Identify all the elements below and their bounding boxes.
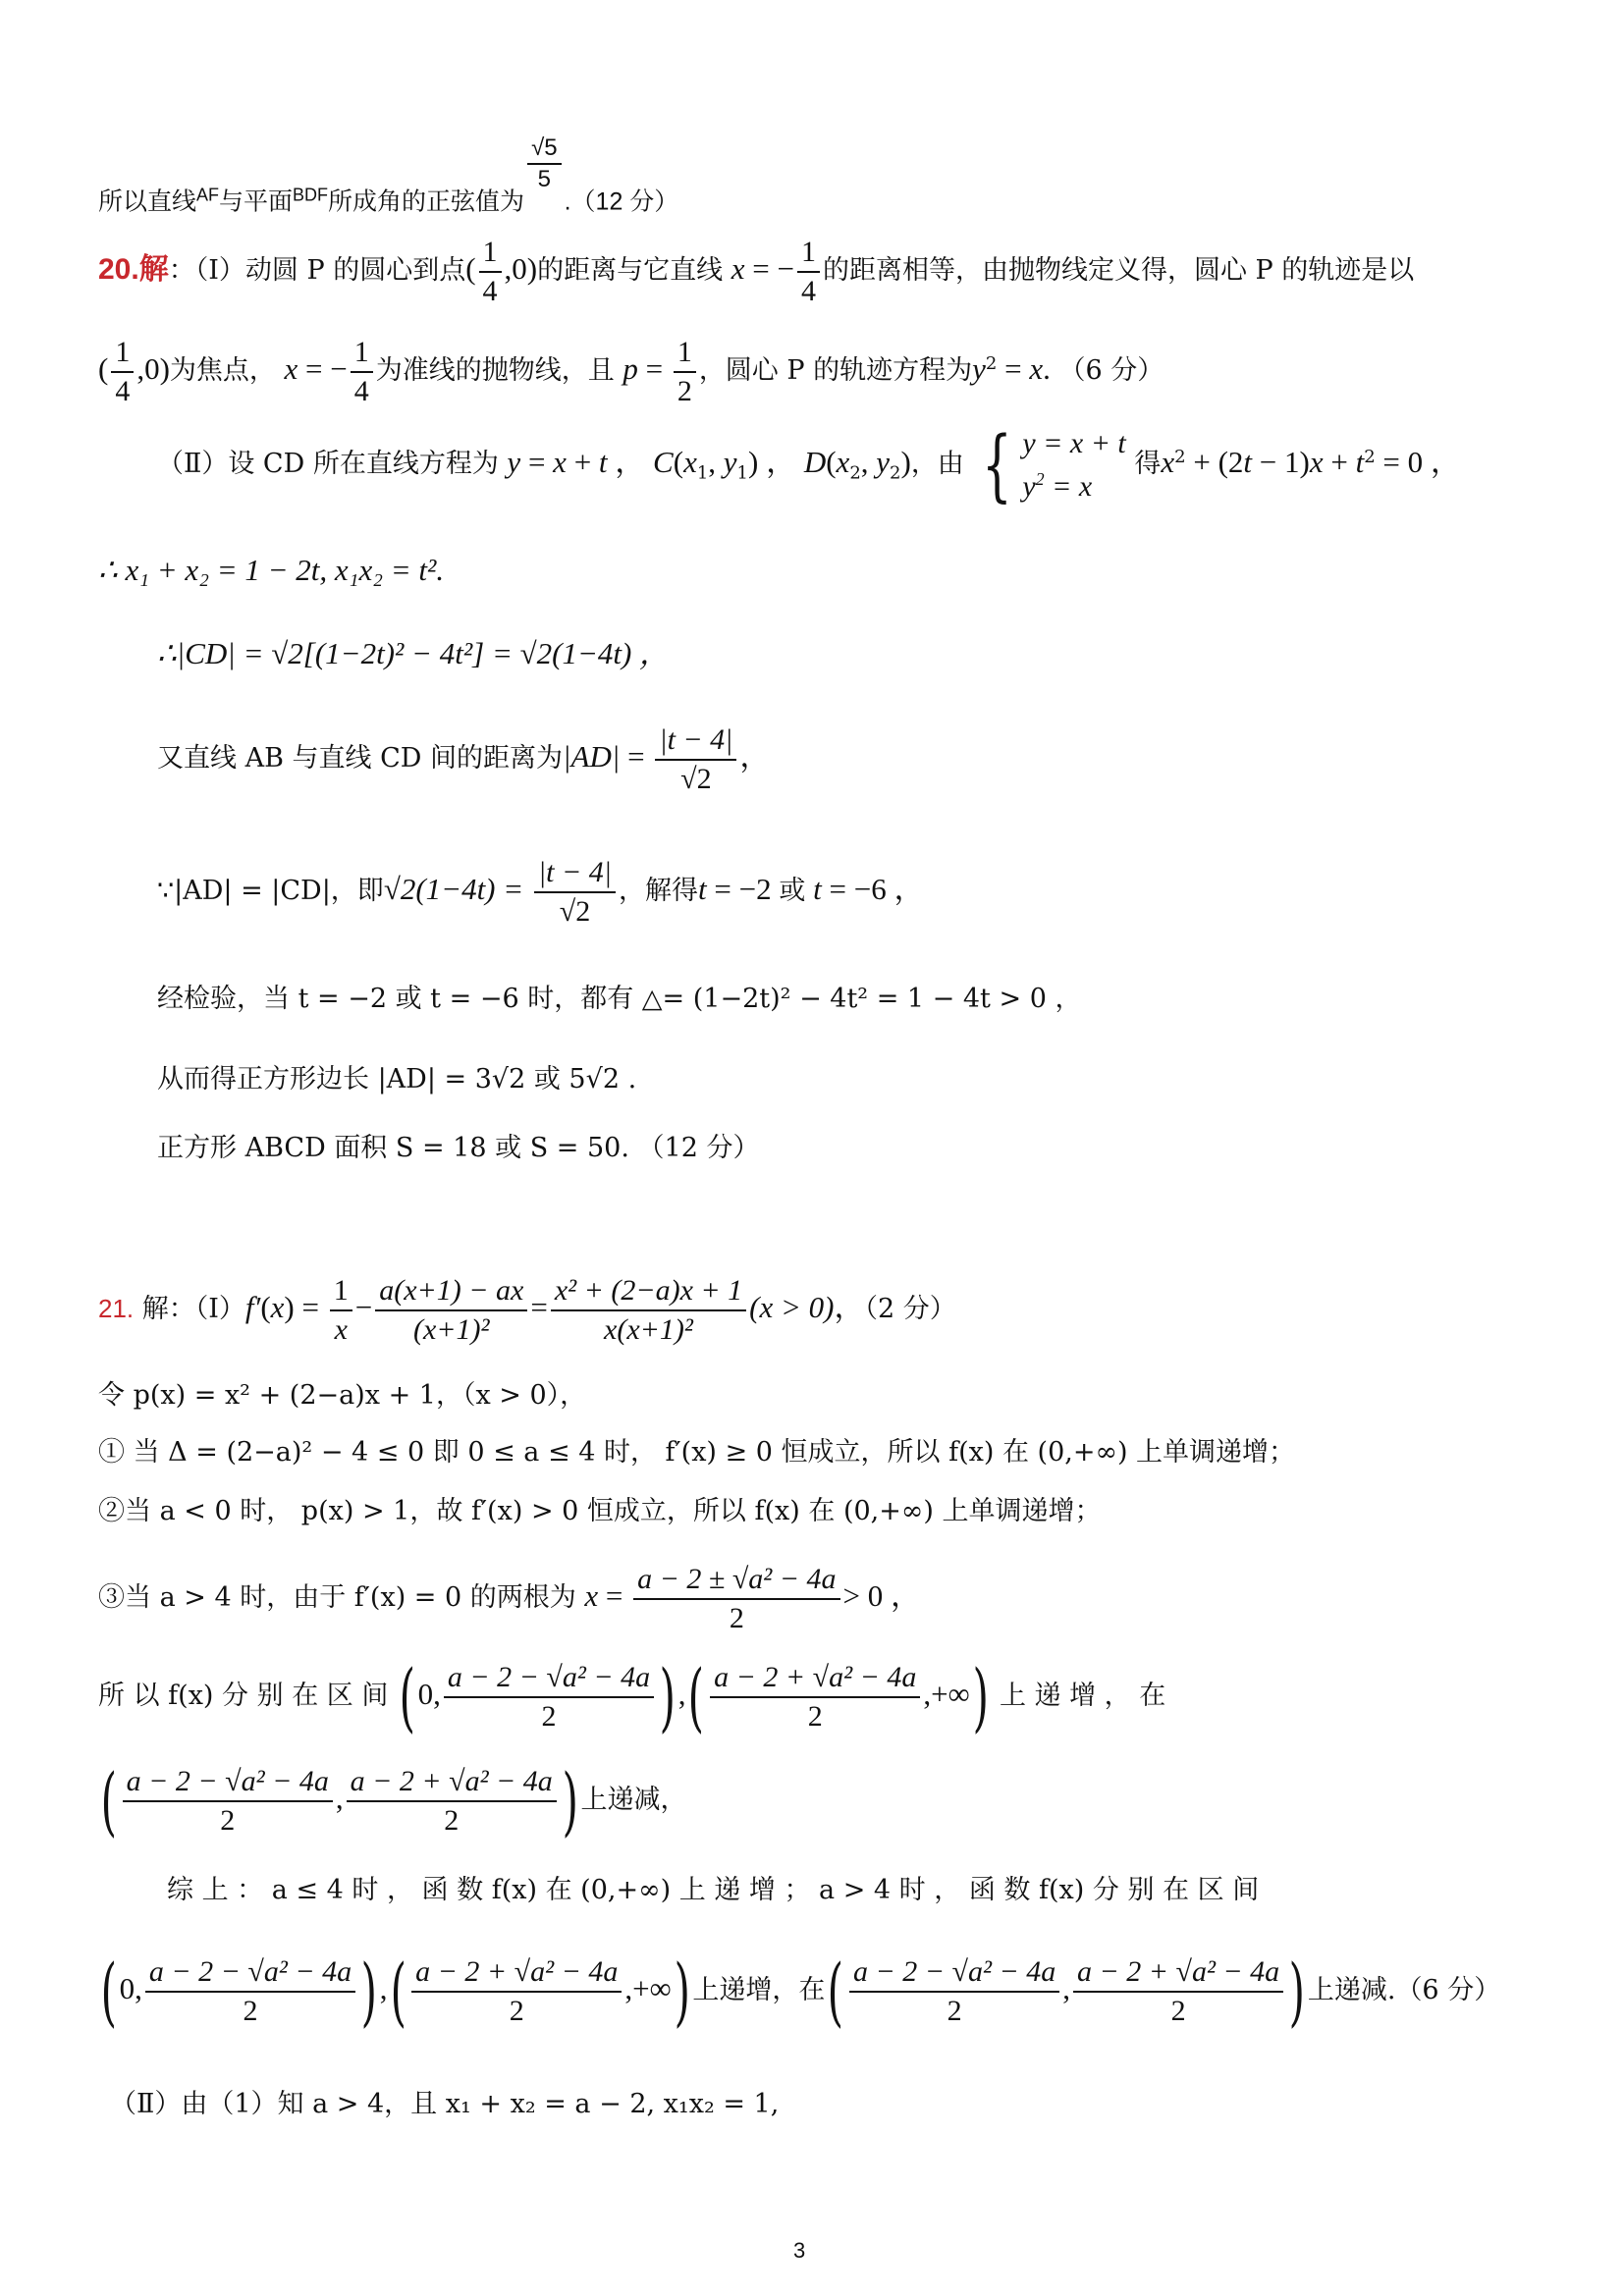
- score-12-first: .（12 分）: [564, 187, 679, 216]
- text-sine: 所成角的正弦值为: [328, 187, 525, 216]
- p20-mid: 的距离与它直线: [537, 255, 724, 286]
- frac-1-2: $\frac{1}{2}$: [674, 334, 696, 409]
- cd-length-text: ∴|CD| = √2[(1−2t)² − 4t²] = √2(1−4t) ，: [157, 636, 671, 670]
- label-bdf: BDF: [293, 185, 329, 205]
- fraction-numerator: √5: [527, 133, 562, 165]
- text-af-prefix: 所以直线: [98, 187, 197, 216]
- frac-root-plus-d: $\frac{\text{a − 2 + √a² − 4a}}{2}$: [1073, 1953, 1283, 2029]
- down-text: 上递减，: [580, 1785, 687, 1815]
- page-number: 3: [793, 2238, 806, 2263]
- check-text: 经检验，当 t = −2 或 t = −6 时，都有 △= (1−2t)² − 4t² = 1 − 4t > 0 ，: [157, 984, 1082, 1014]
- fraction-denominator: 5: [537, 166, 551, 192]
- since-text: ∵|AD| = |CD|，即: [157, 876, 384, 906]
- frac-neg-1-4-b: $\frac{1}{4}$: [351, 334, 373, 409]
- equation-system: y = x + t $y^2 = x$: [1022, 427, 1126, 503]
- frac-root-plus: $\frac{\text{a − 2 + √a² − 4a}}{2}$: [710, 1659, 920, 1735]
- side-text: 从而得正方形边长 |AD| = 3√2 或 5√2 .: [157, 1064, 637, 1095]
- case2-text: ②当 a < 0 时， p(x) > 1，故 f′(x) > 0 恒成立，所以 f(x) 在 (0,+∞) 上单调递增；: [98, 1496, 1102, 1526]
- frac-1-4-b: $\frac{1}{4}$: [111, 334, 134, 409]
- part2-by: ，由: [910, 449, 964, 479]
- solve-text: ，解得: [619, 876, 699, 906]
- p20-end: 的距离相等，由抛物线定义得，圆心 P 的轨迹是以: [822, 255, 1415, 286]
- down2-text: 上递减.: [1307, 1975, 1396, 2005]
- frac-1-4: $\frac{1}{4}$: [479, 234, 502, 309]
- frac-derivative-a: $\frac{a(x+1) - ax}{\text{(x+1)²}}$: [375, 1272, 527, 1348]
- text-plane: 与平面: [219, 187, 294, 216]
- p20-eq: ，圆心 P 的轨迹方程为: [698, 355, 973, 386]
- problem-21-label: 21.: [98, 1294, 135, 1323]
- p20-directrix: 为准线的抛物线，且: [375, 355, 615, 386]
- frac-root-minus-d: $\frac{\text{a − 2 − √a² − 4a}}{2}$: [849, 1953, 1059, 2029]
- case3-text-a: ③当 a > 4 时，由于 f′(x) = 0 的两根为: [98, 1582, 576, 1613]
- part2b-text: （Ⅱ）由（1）知 a > 4，且 x₁ + x₂ = a − 2, x₁x₂ = 1,: [110, 2089, 780, 2119]
- frac-root-minus: $\frac{\text{a − 2 − √a² − 4a}}{2}$: [444, 1659, 654, 1735]
- fraction-sqrt5-over-5: [527, 133, 562, 194]
- label-af: AF: [196, 185, 220, 205]
- part2-intro: （Ⅱ）设 CD 所在直线方程为: [157, 449, 499, 479]
- p20-intro: ：（Ⅰ）动圆 P 的圆心到点: [168, 255, 466, 286]
- vieta-text: ∴ x₁ + x₂ = 1 − 2t, x₁x₂ = t².: [98, 553, 445, 587]
- frac-t4-sqrt2-b: $\frac{|t - 4|}{√2}$: [534, 854, 616, 930]
- p21-intro: 解：（Ⅰ）: [141, 1294, 245, 1324]
- p20-focus: 为焦点，: [169, 355, 276, 386]
- so-text: 所 以 f(x) 分 别 在 区 间: [98, 1681, 389, 1711]
- problem-20-jie: 解: [138, 253, 169, 286]
- problem-20-label: 20.: [98, 253, 139, 286]
- part2-get: 得: [1134, 449, 1162, 479]
- summary-text: 综 上 ： a ≤ 4 时 ， 函 数 f(x) 在 (0,+∞) 上 递 增 ； a > 4 时 ， 函 数 f(x) 分 别 在 区 间: [167, 1875, 1260, 1905]
- ad-text: 又直线 AB 与直线 CD 间的距离为: [157, 743, 563, 774]
- let-p-text: 令 p(x) = x² + (2−a)x + 1，（x > 0），: [98, 1380, 587, 1411]
- area-text: 正方形 ABCD 面积 S = 18 或 S = 50.: [157, 1133, 629, 1163]
- score-2: （2 分）: [864, 1294, 956, 1324]
- frac-root-plus-c: $\frac{\text{a − 2 + √a² − 4a}}{2}$: [411, 1953, 622, 2029]
- frac-roots: $\frac{\text{a − 2 ± √a² − 4a}}{2}$: [633, 1561, 839, 1636]
- frac-t4-sqrt2: $\frac{|t - 4|}{√2}$: [655, 721, 736, 797]
- up-text: 上 递 增 ， 在: [999, 1681, 1166, 1711]
- frac-derivative-b: $\frac{\text{x² + (2−a)x + 1}}{\text{x(x+1)²}}$: [551, 1272, 746, 1348]
- case1-text: ① 当 Δ = (2−a)² − 4 ≤ 0 即 0 ≤ a ≤ 4 时， f′(x) ≥ 0 恒成立，所以 f(x) 在 (0,+∞) 上单调递增；: [98, 1437, 1296, 1468]
- frac-root-minus-c: $\frac{\text{a − 2 − √a² − 4a}}{2}$: [145, 1953, 355, 2029]
- up2-text: 上递增，在: [692, 1975, 826, 2005]
- score-6-second: （6 分）: [1395, 1975, 1501, 2005]
- frac-neg-1-4: $\frac{1}{4}$: [797, 234, 820, 309]
- frac-root-minus-b: $\frac{\text{a − 2 − √a² − 4a}}{2}$: [123, 1763, 333, 1839]
- case3-text-b: > 0 ，: [842, 1578, 922, 1613]
- frac-1-x: $\frac{1}{x}$: [330, 1272, 352, 1348]
- score-6-first: （6 分）: [1058, 355, 1164, 386]
- frac-root-plus-b: $\frac{\text{a − 2 + √a² − 4a}}{2}$: [347, 1763, 557, 1839]
- score-12-second: （12 分）: [637, 1133, 760, 1163]
